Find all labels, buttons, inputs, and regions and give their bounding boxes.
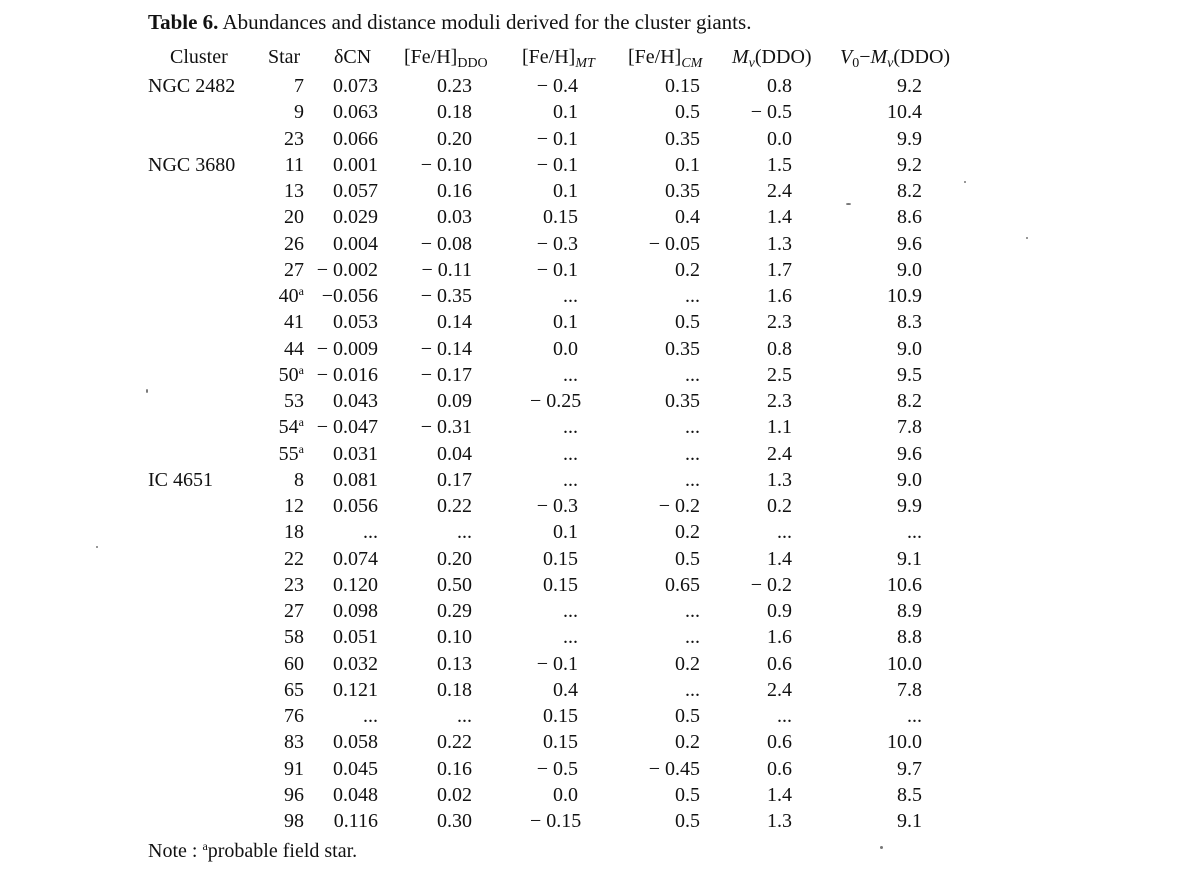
cell-distance-modulus: 8.3 (897, 311, 922, 334)
cell-star: 41 (284, 311, 304, 334)
cell-distance-modulus: 9.5 (897, 363, 922, 386)
cell-distance-modulus: 9.0 (897, 258, 922, 281)
cell-mv-ddo: 0.9 (767, 600, 792, 622)
cell-fe-h-mt: − 0.1 (536, 127, 578, 150)
cell-distance-modulus: 8.9 (897, 600, 922, 622)
cell-mv-ddo: 1.3 (767, 232, 792, 255)
cell-fe-h-cm: 0.2 (675, 652, 700, 675)
cell-fe-h-mt: 0.1 (553, 101, 578, 124)
cell-distance-modulus: 8.2 (897, 180, 922, 202)
cell-cluster: IC 4651 (148, 468, 213, 491)
cell-fe-h-cm: 0.2 (675, 731, 700, 754)
cell-fe-h-mt: − 0.5 (536, 757, 578, 780)
cell-star: 18 (284, 521, 304, 544)
cell-delta-cn: 0.057 (333, 180, 378, 202)
field-star-mark: a (298, 441, 304, 456)
cell-star: 76 (284, 705, 304, 727)
cell-star: 65 (284, 678, 304, 701)
table-row (0, 283, 1200, 309)
cell-cluster: NGC 2482 (148, 75, 236, 97)
cell-mv-ddo: 0.8 (767, 337, 792, 360)
field-star-mark: a (298, 415, 304, 430)
cell-distance-modulus: ... (907, 521, 922, 544)
cell-fe-h-cm: ... (685, 416, 700, 439)
cell-distance-modulus: 9.6 (897, 232, 922, 255)
table-label: Table 6. (148, 10, 219, 34)
cell-star: 11 (284, 153, 304, 176)
cell-fe-h-ddo: 0.13 (437, 652, 472, 675)
table-row (0, 598, 1200, 624)
cell-delta-cn: 0.001 (333, 153, 378, 176)
table-row (0, 178, 1200, 204)
scan-speck (146, 389, 148, 393)
cell-star: 7 (294, 75, 304, 97)
table-row (0, 546, 1200, 572)
cell-fe-h-mt: ... (563, 285, 578, 307)
header-fe-h-ddo: $[Fe/H]_{DDO}$ (404, 46, 488, 71)
cell-delta-cn: 0.074 (333, 547, 378, 570)
field-star-mark: a (298, 284, 304, 298)
cell-fe-h-mt: 0.15 (543, 573, 578, 596)
header-distance-modulus: $V_0-M_v(DDO)$ (840, 46, 951, 71)
cell-distance-modulus: 9.9 (897, 127, 922, 150)
cell-mv-ddo: ... (777, 521, 792, 544)
table-row (0, 441, 1200, 467)
table-caption (148, 10, 751, 35)
cell-mv-ddo: 2.3 (767, 390, 792, 412)
cell-mv-ddo: 0.2 (767, 495, 792, 517)
table-row (0, 703, 1200, 729)
cell-fe-h-cm: ... (685, 442, 700, 465)
cell-star: 91 (284, 757, 304, 780)
cell-fe-h-mt: − 0.25 (530, 390, 582, 412)
header-delta-cn: δCN (334, 46, 372, 68)
cell-distance-modulus: 10.9 (887, 285, 922, 307)
table-row (0, 572, 1200, 598)
cell-fe-h-cm: 0.2 (675, 521, 700, 544)
cell-delta-cn: 0.081 (333, 468, 378, 491)
scan-speck (880, 846, 883, 849)
cell-delta-cn: − 0.047 (316, 416, 378, 439)
cell-mv-ddo: 1.6 (767, 626, 792, 649)
cell-distance-modulus: 9.0 (897, 468, 922, 491)
cell-fe-h-mt: − 0.3 (536, 232, 578, 255)
cell-fe-h-mt: ... (563, 626, 578, 649)
header-fe-h-mt: $[Fe/H]_{MT}$ (522, 46, 595, 71)
cell-delta-cn: 0.063 (333, 101, 378, 124)
cell-mv-ddo: 2.3 (767, 311, 792, 334)
cell-star: 83 (284, 731, 304, 754)
header-star: Star (268, 46, 301, 68)
cell-fe-h-mt: 0.0 (553, 337, 578, 360)
cell-mv-ddo: 1.6 (767, 285, 792, 307)
cell-delta-cn: 0.066 (333, 127, 378, 150)
table-row (0, 73, 1200, 99)
table-note (148, 840, 357, 863)
cell-fe-h-mt: ... (563, 468, 578, 491)
scan-speck (964, 181, 966, 183)
cell-star: 27 (284, 600, 304, 622)
cell-fe-h-cm: 0.1 (675, 153, 700, 176)
cell-star: 40$^a$ (278, 284, 304, 307)
cell-fe-h-cm: 0.5 (675, 705, 700, 727)
table-row (0, 388, 1200, 414)
cell-mv-ddo: 0.6 (767, 652, 792, 675)
table-title: Abundances and distance moduli derived for the cluster giants. (218, 10, 752, 34)
table-row (0, 231, 1200, 257)
table-row (0, 782, 1200, 808)
cell-mv-ddo: 0.8 (767, 75, 792, 97)
cell-fe-h-cm: 0.2 (675, 258, 700, 281)
cell-star: 12 (284, 495, 304, 517)
table-row (0, 257, 1200, 283)
table-row (0, 808, 1200, 834)
cell-mv-ddo: 2.4 (767, 180, 792, 202)
cell-fe-h-ddo: 0.30 (437, 810, 472, 832)
cell-fe-h-mt: − 0.1 (536, 652, 578, 675)
note-text: probable field star. (207, 840, 358, 862)
cell-fe-h-ddo: − 0.35 (420, 285, 472, 307)
cell-star: 13 (284, 180, 304, 202)
cell-fe-h-cm: 0.35 (665, 337, 700, 360)
cell-star: 26 (284, 232, 304, 255)
header-mv-ddo: $M_v(DDO)$ (732, 46, 812, 71)
cell-fe-h-cm: 0.5 (675, 547, 700, 570)
cell-delta-cn: 0.004 (333, 232, 378, 255)
cell-delta-cn: 0.043 (333, 390, 378, 412)
cell-fe-h-ddo: 0.14 (437, 311, 472, 334)
table-row (0, 336, 1200, 362)
cell-fe-h-ddo: ... (457, 521, 472, 544)
cell-delta-cn: 0.073 (333, 75, 378, 97)
cell-fe-h-mt: 0.15 (543, 705, 578, 727)
cell-mv-ddo: 1.4 (767, 783, 792, 806)
cell-star: 20 (284, 206, 304, 229)
cell-fe-h-ddo: − 0.17 (420, 363, 472, 386)
header-fe-h-cm: $[Fe/H]_{CM}$ (628, 46, 703, 71)
cell-distance-modulus: 9.0 (897, 337, 922, 360)
cell-delta-cn: 0.029 (333, 206, 378, 229)
cell-fe-h-ddo: 0.04 (437, 442, 472, 465)
cell-fe-h-ddo: 0.02 (437, 783, 472, 806)
cell-fe-h-mt: ... (563, 363, 578, 386)
cell-star: 27 (284, 258, 304, 281)
cell-fe-h-ddo: 0.22 (437, 731, 472, 754)
cell-delta-cn: ... (363, 705, 378, 727)
cell-fe-h-ddo: 0.20 (437, 127, 472, 150)
cell-delta-cn: 0.045 (333, 757, 378, 780)
table-row (0, 362, 1200, 388)
cell-fe-h-mt: − 0.4 (536, 75, 578, 97)
table-row (0, 519, 1200, 545)
cell-fe-h-mt: 0.15 (543, 547, 578, 570)
cell-star: 53 (284, 390, 304, 412)
cell-distance-modulus: 8.6 (897, 206, 922, 229)
cell-fe-h-cm: ... (685, 626, 700, 649)
cell-fe-h-mt: 0.1 (553, 311, 578, 334)
cell-distance-modulus: 10.4 (887, 101, 922, 124)
cell-fe-h-mt: 0.15 (543, 206, 578, 229)
table-row (0, 651, 1200, 677)
cell-delta-cn: 0.051 (333, 626, 378, 649)
note-mark: a (202, 839, 208, 853)
cell-fe-h-mt: − 0.1 (536, 258, 578, 281)
cell-fe-h-ddo: 0.22 (437, 495, 472, 517)
cell-fe-h-cm: − 0.05 (648, 232, 700, 255)
cell-fe-h-mt: 0.15 (543, 731, 578, 754)
cell-fe-h-ddo: 0.20 (437, 547, 472, 570)
cell-distance-modulus: 9.1 (897, 810, 922, 832)
cell-delta-cn: − 0.002 (316, 258, 378, 281)
cell-fe-h-ddo: 0.18 (437, 678, 472, 701)
cell-fe-h-cm: 0.35 (665, 180, 700, 202)
table-row (0, 756, 1200, 782)
cell-fe-h-mt: 0.0 (553, 783, 578, 806)
cell-mv-ddo: 1.4 (767, 206, 792, 229)
cell-star: 22 (284, 547, 304, 570)
cell-star: 58 (284, 626, 304, 649)
table-row (0, 204, 1200, 230)
cell-distance-modulus: 9.6 (897, 442, 922, 465)
cell-delta-cn: 0.121 (333, 678, 378, 701)
scan-speck (96, 546, 98, 548)
cell-distance-modulus: 8.2 (897, 390, 922, 412)
cell-mv-ddo: 1.1 (767, 416, 792, 439)
cell-fe-h-ddo: 0.09 (437, 390, 472, 412)
cell-fe-h-cm: 0.5 (675, 783, 700, 806)
cell-mv-ddo: − 0.2 (750, 573, 792, 596)
cell-star: 44 (284, 337, 304, 360)
cell-star: 23 (284, 573, 304, 596)
cell-star: 9 (294, 101, 304, 124)
cell-mv-ddo: 1.3 (767, 468, 792, 491)
cell-distance-modulus: 7.8 (897, 416, 922, 439)
cell-delta-cn: − 0.016 (316, 363, 378, 386)
cell-mv-ddo: 1.4 (767, 547, 792, 570)
cell-fe-h-mt: ... (563, 442, 578, 465)
cell-mv-ddo: 2.5 (767, 363, 792, 386)
cell-star: 96 (284, 783, 304, 806)
cell-fe-h-ddo: ... (457, 705, 472, 727)
cell-mv-ddo: ... (777, 705, 792, 727)
cell-mv-ddo: 0.6 (767, 757, 792, 780)
cell-star: 8 (294, 468, 304, 491)
cell-distance-modulus: 10.6 (887, 573, 922, 596)
table-row (0, 677, 1200, 703)
cell-fe-h-cm: 0.5 (675, 810, 700, 832)
cell-fe-h-ddo: − 0.10 (420, 153, 472, 176)
cell-fe-h-ddo: − 0.31 (420, 416, 472, 439)
cell-fe-h-cm: ... (685, 600, 700, 622)
table-row (0, 126, 1200, 152)
cell-distance-modulus: 8.8 (897, 626, 922, 649)
cell-delta-cn: 0.031 (333, 442, 378, 465)
cell-distance-modulus: 9.1 (897, 547, 922, 570)
cell-fe-h-ddo: 0.16 (437, 180, 472, 202)
note-label: Note : (148, 840, 203, 862)
table-row (0, 99, 1200, 125)
cell-fe-h-cm: 0.5 (675, 101, 700, 124)
cell-fe-h-ddo: − 0.14 (420, 337, 472, 360)
cell-fe-h-mt: − 0.1 (536, 153, 578, 176)
cell-fe-h-cm: − 0.2 (658, 495, 700, 517)
cell-star: 54$^a$ (278, 415, 304, 439)
table-row (0, 729, 1200, 755)
cell-fe-h-mt: 0.1 (553, 521, 578, 544)
cell-fe-h-cm: 0.4 (675, 206, 700, 229)
cell-star: 60 (284, 652, 304, 675)
cell-star: 55$^a$ (278, 441, 304, 465)
cell-fe-h-mt: − 0.15 (530, 810, 582, 832)
table-row (0, 152, 1200, 178)
cell-fe-h-mt: − 0.3 (536, 495, 578, 517)
cell-fe-h-cm: 0.35 (665, 127, 700, 150)
cell-star: 98 (284, 810, 304, 832)
cell-delta-cn: −0.056 (321, 285, 378, 307)
cell-distance-modulus: 9.2 (897, 75, 922, 97)
cell-mv-ddo: 2.4 (767, 442, 792, 465)
cell-delta-cn: 0.048 (333, 783, 378, 806)
cell-delta-cn: 0.098 (333, 600, 378, 622)
cell-mv-ddo: 1.3 (767, 810, 792, 832)
cell-fe-h-ddo: − 0.08 (420, 232, 472, 255)
field-star-mark: a (298, 362, 304, 377)
cell-delta-cn: 0.056 (333, 495, 378, 517)
cell-fe-h-ddo: 0.50 (437, 573, 472, 596)
table-row (0, 467, 1200, 493)
cell-fe-h-mt: ... (563, 416, 578, 439)
cell-distance-modulus: 8.5 (897, 783, 922, 806)
cell-fe-h-cm: ... (685, 678, 700, 701)
cell-mv-ddo: 1.7 (767, 258, 792, 281)
table-row (0, 414, 1200, 440)
cell-fe-h-cm: 0.65 (665, 573, 700, 596)
cell-star: 23 (284, 127, 304, 150)
cell-fe-h-mt: 0.4 (553, 678, 578, 701)
cell-fe-h-mt: 0.1 (553, 180, 578, 202)
header-cluster: Cluster (170, 46, 228, 68)
cell-fe-h-cm: ... (685, 468, 700, 491)
cell-fe-h-ddo: 0.29 (437, 600, 472, 622)
cell-fe-h-cm: − 0.45 (648, 757, 700, 780)
cell-delta-cn: 0.032 (333, 652, 378, 675)
cell-fe-h-ddo: 0.10 (437, 626, 472, 649)
table-header (0, 44, 1200, 70)
cell-fe-h-ddo: 0.03 (437, 206, 472, 229)
cell-fe-h-ddo: 0.18 (437, 101, 472, 124)
cell-delta-cn: 0.058 (333, 731, 378, 754)
cell-delta-cn: 0.053 (333, 311, 378, 334)
table-row (0, 624, 1200, 650)
cell-fe-h-ddo: − 0.11 (421, 258, 472, 281)
cell-fe-h-cm: 0.5 (675, 311, 700, 334)
cell-fe-h-cm: 0.35 (665, 390, 700, 412)
cell-star: 50$^a$ (278, 362, 304, 386)
cell-fe-h-ddo: 0.16 (437, 757, 472, 780)
cell-fe-h-mt: ... (563, 600, 578, 622)
cell-mv-ddo: 0.0 (767, 127, 792, 150)
cell-mv-ddo: − 0.5 (750, 101, 792, 124)
cell-distance-modulus: 10.0 (887, 652, 922, 675)
table-row (0, 493, 1200, 519)
cell-cluster: NGC 3680 (148, 153, 236, 176)
cell-fe-h-ddo: 0.17 (437, 468, 472, 491)
cell-mv-ddo: 2.4 (767, 678, 792, 701)
cell-delta-cn: 0.116 (333, 810, 378, 832)
cell-mv-ddo: 1.5 (767, 153, 792, 176)
cell-fe-h-cm: 0.15 (665, 75, 700, 97)
cell-delta-cn: 0.120 (333, 573, 378, 596)
cell-distance-modulus: 10.0 (887, 731, 922, 754)
cell-fe-h-cm: ... (685, 363, 700, 386)
cell-distance-modulus: 9.9 (897, 495, 922, 517)
cell-distance-modulus: 9.2 (897, 153, 922, 176)
cell-mv-ddo: 0.6 (767, 731, 792, 754)
scan-speck (846, 203, 851, 205)
scan-speck (1026, 237, 1028, 239)
cell-distance-modulus: ... (907, 705, 922, 727)
table-row (0, 309, 1200, 335)
cell-delta-cn: − 0.009 (316, 337, 378, 360)
cell-delta-cn: ... (363, 521, 378, 544)
cell-distance-modulus: 7.8 (897, 678, 922, 701)
cell-fe-h-cm: ... (685, 285, 700, 307)
cell-fe-h-ddo: 0.23 (437, 75, 472, 97)
cell-distance-modulus: 9.7 (897, 757, 922, 780)
